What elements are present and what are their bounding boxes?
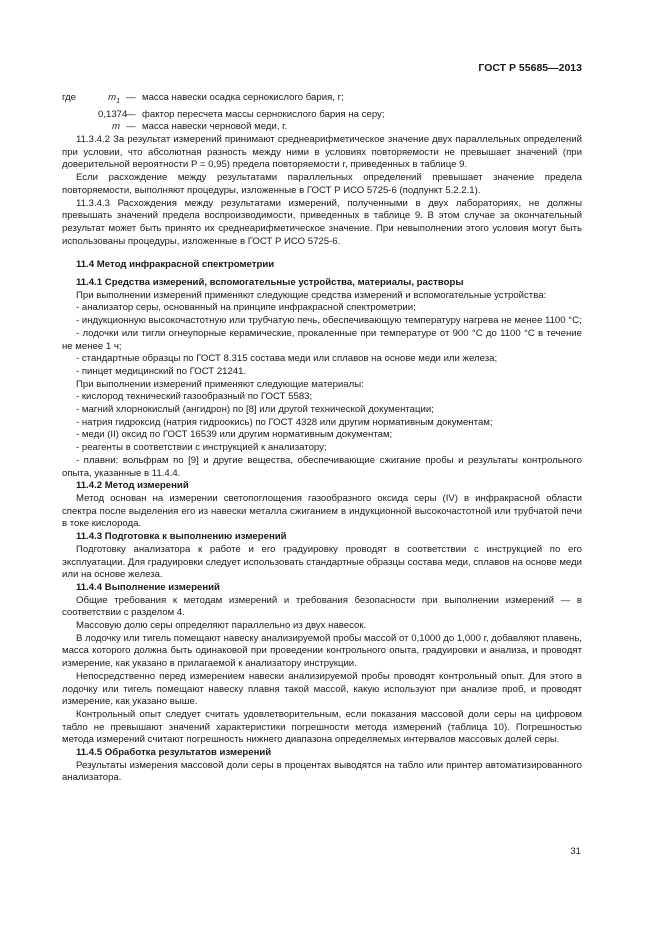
subsection-heading-11-4-3: 11.4.3 Подготовка к выполнению измерений xyxy=(76,531,287,543)
list-item: - магний хлорнокислый (ангидрон) по [8] или другой технической документации; xyxy=(76,404,434,416)
paragraph-11-3-4-2: 11.3.4.2 За результат измерений принимают среднеарифметическое значение двух параллельных определений при условии, что абсолютная разность между ними в условиях повторяемости не превышает значений (при доверительной вероятности P = 0,95) предела повторяемости r, приведенных в таблице 9. xyxy=(62,134,582,171)
where-lead xyxy=(62,109,98,122)
list-item: - анализатор серы, основанный на принципе инфракрасной спектрометрии; xyxy=(76,302,416,314)
list-item: - лодочки или тигли огнеупорные керамические, прокаленные при температуре от 900 °С до 1100 °С в течение не менее 1 ч; xyxy=(62,327,582,352)
dash: — xyxy=(126,108,136,120)
list-item: - пинцет медицинский по ГОСТ 21241. xyxy=(76,365,247,377)
paragraph: Если расхождение между результатами параллельных определений превышает значение предела повторяемости, выполняют процедуры, изложенные в ГОСТ Р ИСО 5725-6 (подпункт 5.2.2.1). xyxy=(62,172,582,196)
paragraph: При выполнении измерений применяют следующие средства измерений и вспомогательные устройства: xyxy=(76,289,547,301)
page-number: 31 xyxy=(570,846,581,857)
paragraph: Массовую долю серы определяют параллельно из двух навесок. xyxy=(76,620,367,632)
where-text: фактор пересчета массы сернокислого бария на серу; xyxy=(142,108,385,120)
list-item: - плавни: вольфрам по [9] и другие вещества, обеспечивающие сжигание пробы и результаты контрольного опыта, указанные в 11.4.4. xyxy=(62,454,582,479)
list-item: - стандартные образцы по ГОСТ 8.315 состава меди или сплавов на основе меди или железа; xyxy=(76,353,498,365)
list-item: - кислород технический газообразный по ГОСТ 5583; xyxy=(76,391,313,403)
subsection-heading-11-4-5: 11.4.5 Обработка результатов измерений xyxy=(76,747,272,759)
where-row-1 xyxy=(62,92,582,109)
list-item: - меди (II) оксид по ГОСТ 16539 или другим нормативным документам; xyxy=(76,429,393,441)
list-item: - реагенты в соответствии с инструкцией к анализатору; xyxy=(76,442,327,454)
subsection-heading-11-4-4: 11.4.4 Выполнение измерений xyxy=(76,581,220,593)
paragraph-11-3-4-3: 11.3.4.3 Расхождения между результатами измерений, полученными в двух лабораториях, не должны превышать значений предела воспроизводимости, приведенных в таблице 9. В этом случае за окончательный результат может быть принято их среднеарифметическое значение. При невыполнении этого условия могут быть использованы процедуры, изложенные в ГОСТ Р ИСО 5725-6. xyxy=(62,197,582,247)
paragraph: При выполнении измерений применяют следующие материалы: xyxy=(76,378,364,390)
paragraph: Непосредственно перед измерением навески анализируемой пробы проводят контрольный опыт. Для этого в лодочку или тигель помещают навеску плавня такой массой, какую используют при анализе проб, и проводят измерение, как указано выше. xyxy=(62,670,582,708)
paragraph: Контрольный опыт следует считать удовлетворительным, если показания массовой доли серы на цифровом табло не превышают значений характеристики погрешности метода измерений (таблица 10). Погрешностью метода измерений считают погрешность нижнего диапазона определяемых интервалов массовых долей серы. xyxy=(62,708,582,746)
where-row-2 xyxy=(62,109,582,122)
where-text: масса навески осадка сернокислого бария, г; xyxy=(142,92,344,103)
paragraph: В лодочку или тигель помещают навеску анализируемой пробы массой от 0,1000 до 1,000 г, добавляют плавень, масса которого должна быть одинаковой при проведении контрольного опыта, градуировки и анализа, и проводят измерение, как указано в прилагаемой к анализатору инструкции. xyxy=(62,632,582,670)
section-heading-11-4: 11.4 Метод инфракрасной спектрометрии xyxy=(76,259,275,271)
page-content xyxy=(62,92,582,785)
list-item: - индукционную высокочастотную или трубчатую печь, обеспечивающую температуру нагрева не менее 1100 °С; xyxy=(76,315,582,327)
symbol-m: m xyxy=(112,121,120,133)
paragraph: Результаты измерения массовой доли серы в процентах выводятся на табло или принтер автоматизированного анализатора. xyxy=(62,759,582,784)
list-item: - натрия гидроксид (натрия гидроокись) по ГОСТ 4328 или другим нормативным документам; xyxy=(76,416,493,428)
paragraph: Общие требования к методам измерений и требования безопасности при выполнении измерений — в соответствии с разделом 4. xyxy=(62,594,582,619)
document-header: ГОСТ Р 55685—2013 xyxy=(478,62,582,74)
paragraph: Подготовку анализатора к работе и его градуировку проводят в соответствии с инструкцией по его эксплуатации. Для градуировки следует использовать стандартные образцы состава меди, сплавов на основе меди или на основе железа. xyxy=(62,543,583,581)
dash: — xyxy=(126,92,136,103)
subsection-heading-11-4-1: 11.4.1 Средства измерений, вспомогательные устройства, материалы, растворы xyxy=(76,277,464,289)
where-lead: где xyxy=(62,92,77,103)
paragraph: Метод основан на измерении светопоглощения газообразного оксида серы (IV) в инфракрасной области спектра после выделения его из навески металла сжиганием в индукционной высокочастотной или трубчатой печи в токе кислорода. xyxy=(62,493,582,530)
symbol-factor: 0,1374 xyxy=(98,108,128,120)
where-row-3 xyxy=(62,121,582,134)
dash: — xyxy=(126,121,136,133)
where-text: масса навески черновой меди, г. xyxy=(142,121,288,133)
symbol-m1: $m_1$ xyxy=(108,92,120,105)
subsection-heading-11-4-2: 11.4.2 Метод измерений xyxy=(76,480,189,492)
where-lead xyxy=(62,121,98,134)
